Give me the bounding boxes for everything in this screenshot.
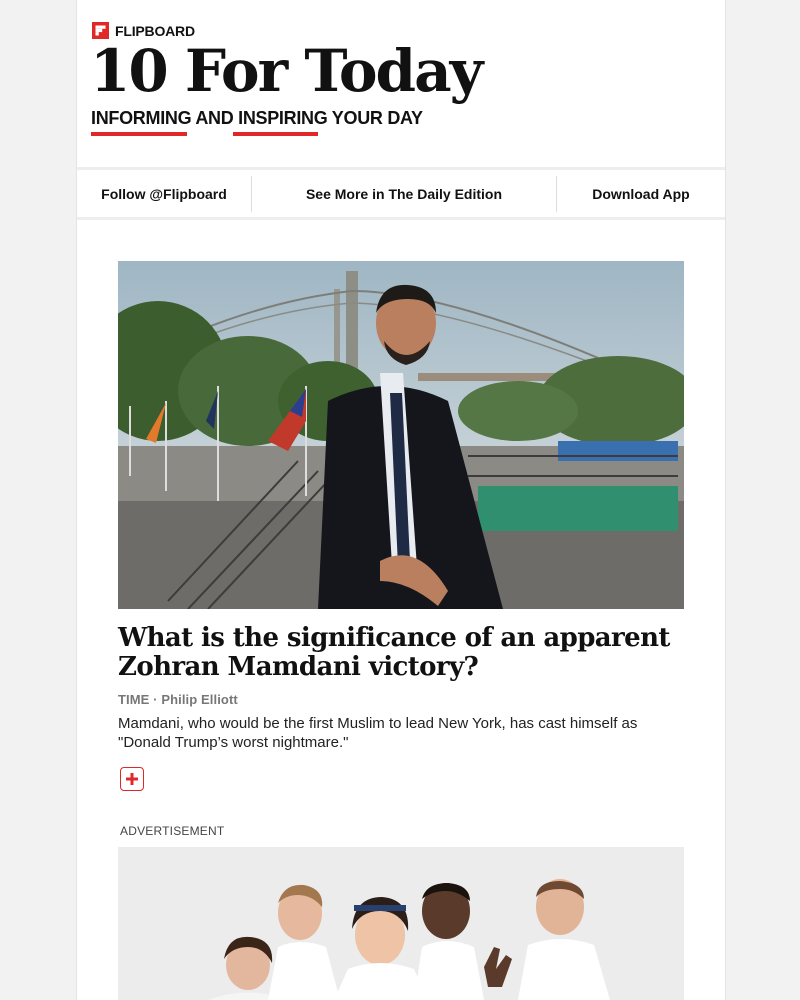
plus-icon <box>125 772 139 786</box>
advertisement-label: ADVERTISEMENT <box>120 824 225 838</box>
article-hero-image[interactable] <box>118 261 684 609</box>
article-source: TIME <box>118 692 150 707</box>
article-summary: Mamdani, who would be the first Muslim to lead New York, has cast himself as "Donald Trump’s worst nightmare." <box>118 715 638 751</box>
follow-flipboard-link[interactable]: Follow @Flipboard <box>101 185 227 202</box>
newsletter-title: 10 For Today <box>90 37 482 105</box>
newsletter-page <box>76 0 726 1000</box>
add-to-magazine-button[interactable] <box>120 767 144 791</box>
tagline-underline-inspiring <box>233 132 318 136</box>
download-app-link[interactable]: Download App <box>592 185 690 202</box>
advertisement-image[interactable] <box>118 847 684 1000</box>
top-nav-bar <box>77 167 725 220</box>
article-headline[interactable]: What is the significance of an apparent Zohran Mamdani victory? <box>118 623 670 682</box>
see-more-daily-edition-link[interactable]: See More in The Daily Edition <box>305 185 503 202</box>
brand-name: FLIPBOARD <box>115 22 195 39</box>
newsletter-tagline: INFORMING AND INSPIRING YOUR DAY <box>91 108 423 128</box>
newsletter-header <box>77 0 725 166</box>
byline-separator: · <box>149 692 162 707</box>
article-byline <box>118 692 238 707</box>
article-author: Philip Elliott <box>161 692 238 707</box>
tagline-underline-informing <box>91 132 187 136</box>
